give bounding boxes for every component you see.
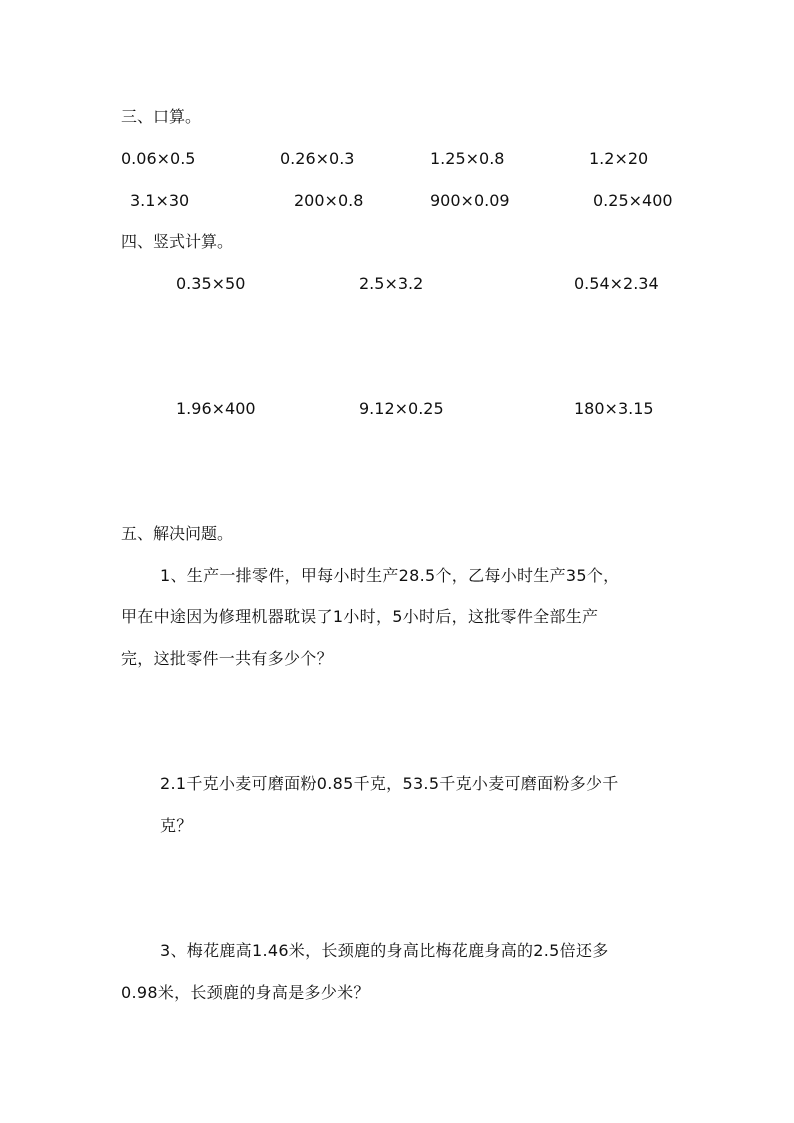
oral-calc-item: 0.26×0.3 xyxy=(280,149,355,168)
oral-calc-item: 1.25×0.8 xyxy=(430,149,505,168)
problem-2-line-1: 2.1千克小麦可磨面粉0.85千克，53.5千克小麦可磨面粉多少千 xyxy=(160,774,619,793)
problem-3-line-2: 0.98米，长颈鹿的身高是多少米？ xyxy=(121,983,370,1002)
vertical-calc-item: 2.5×3.2 xyxy=(359,274,424,293)
oral-calc-item: 0.25×400 xyxy=(593,191,673,210)
section-5-heading: 五、解决问题。 xyxy=(121,524,234,543)
vertical-calc-item: 1.96×400 xyxy=(176,399,256,418)
vertical-calc-item: 180×3.15 xyxy=(574,399,654,418)
vertical-calc-item: 0.54×2.34 xyxy=(574,274,659,293)
oral-calc-item: 3.1×30 xyxy=(130,191,190,210)
oral-calc-item: 200×0.8 xyxy=(294,191,364,210)
problem-1-line-2: 甲在中途因为修理机器耽误了1小时，5小时后，这批零件全部生产 xyxy=(121,607,599,626)
problem-1-line-3: 完，这批零件一共有多少个？ xyxy=(121,649,333,668)
vertical-calc-item: 9.12×0.25 xyxy=(359,399,444,418)
vertical-calc-item: 0.35×50 xyxy=(176,274,246,293)
oral-calc-item: 900×0.09 xyxy=(430,191,510,210)
problem-3-line-1: 3、梅花鹿高1.46米，长颈鹿的身高比梅花鹿身高的2.5倍还多 xyxy=(160,941,609,960)
problem-2-line-2: 克？ xyxy=(160,816,193,835)
problem-1-line-1: 1、生产一排零件，甲每小时生产28.5个，乙每小时生产35个， xyxy=(160,566,620,585)
section-3-heading: 三、口算。 xyxy=(121,107,202,126)
oral-calc-item: 1.2×20 xyxy=(589,149,649,168)
oral-calc-item: 0.06×0.5 xyxy=(121,149,196,168)
section-4-heading: 四、竖式计算。 xyxy=(121,232,234,251)
